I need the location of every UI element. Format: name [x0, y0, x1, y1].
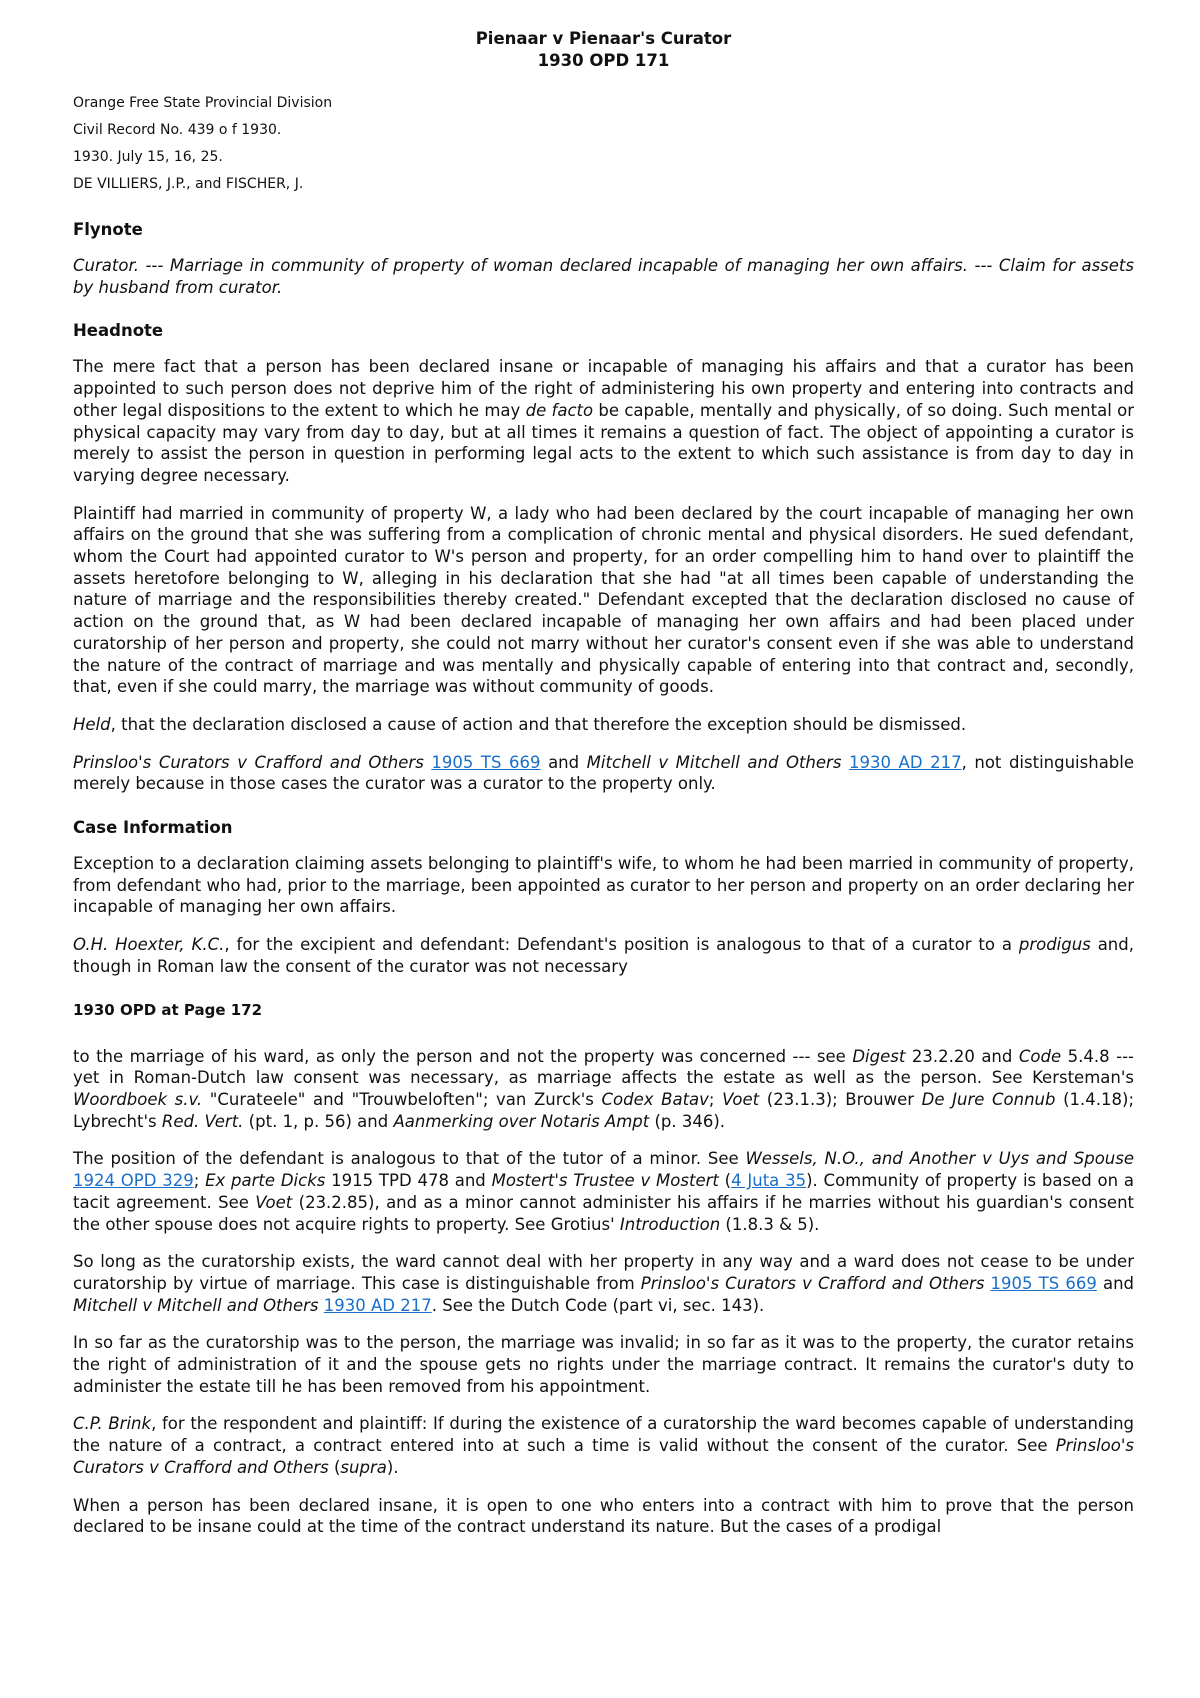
- citation-link[interactable]: 1905 TS 669: [990, 1273, 1097, 1293]
- flynote-text: Curator. --- Marriage in community of property of woman declared incapable of managing her own affairs. --- Claim for assets by husband from curator.: [73, 256, 1134, 297]
- citation-link[interactable]: 1930 AD 217: [848, 752, 962, 772]
- page-marker: 1930 OPD at Page 172: [73, 1000, 263, 1019]
- citation-link[interactable]: 1924 OPD 329: [73, 1171, 194, 1191]
- body-paragraph-3: So long as the curatorship exists, the ward cannot deal with her property in any way and a ward does not cease to be under curatorship by virtue of marriage. This case is distinguishable from Prinsloo's Curators v Crafford and Others 1905 TS 669 and Mitchell v Mitchell and Others 1930 AD 217. See the Dutch Code (part vi, sec. 143).: [73, 1252, 1135, 1315]
- headnote-paragraph-1: The mere fact that a person has been declared insane or incapable of managing his affairs and that a curator has been appointed to such person does not deprive him of the right of administering his own property and entering into contracts and other legal dispositions to the extent to which he may de facto be capable, mentally and physically, of so doing. Such mental or physical capacity may vary from day to day, but at all times it remains a question of fact. The object of appointing a curator is merely to assist the person in question in performing legal acts to the extent to which such assistance is from day to day in varying degree necessary.: [73, 357, 1134, 485]
- body-paragraph-1: to the marriage of his ward, as only the person and not the property was concerned --- see Digest 23.2.20 and Code 5.4.8 --- yet in Roman-Dutch law consent was necessary, as marriage affects the estate as well as the person. See Kersteman's Woordboek s.v. "Curateele" and "Trouwbeloften"; van Zurck's Codex Batav; Voet (23.1.3); Brouwer De Jure Connub (1.4.18); Lybrecht's Red. Vert. (pt. 1, p. 56) and Aanmerking over Notaris Ampt (p. 346).: [73, 1046, 1135, 1131]
- headnote-heading: Headnote: [73, 321, 164, 341]
- case-information-heading: Case Information: [73, 818, 233, 838]
- court-name: Orange Free State Provincial Division: [73, 95, 333, 111]
- case-title-block: [73, 28, 1134, 72]
- headnote-section: [73, 320, 1134, 795]
- case-information-paragraph-2: O.H. Hoexter, K.C., for the excipient and defendant: Defendant's position is analogous to that of a curator to a prodigus and, though in Roman law the consent of the curator was not necessary: [73, 935, 1134, 976]
- case-information-section: [73, 817, 1134, 978]
- case-meta: [73, 90, 1134, 198]
- case-title: Pienaar v Pienaar's Curator: [475, 29, 732, 48]
- headnote-paragraph-2: Plaintiff had married in community of property W, a lady who had been declared by the court incapable of managing her own affairs on the ground that she was suffering from a complication of chronic mental and physical disorders. He sued defendant, whom the Court had appointed curator to W's person and property, for an order compelling him to hand over to plaintiff the assets heretofore belonging to W, alleging in his declaration that she had "at all times been capable of understanding the nature of marriage and the responsibilities thereby created." Defendant excepted that the declaration disclosed no cause of action on the ground that, as W had been declared incapable of managing her own affairs and had been placed under curatorship of her person and property, she could not marry without her curator's consent even if she was able to understand the nature of the contract of marriage and was mentally and physically capable of entering into that contract and, secondly, that, even if she could marry, the marriage was without community of goods.: [73, 503, 1134, 697]
- judgment-body: [73, 1046, 1134, 1538]
- headnote-held: Held, that the declaration disclosed a cause of action and that therefore the exception should be dismissed.: [73, 714, 967, 734]
- judges: DE VILLIERS, J.P., and FISCHER, J.: [73, 176, 304, 192]
- case-citation: 1930 OPD 171: [537, 51, 670, 70]
- civil-record: Civil Record No. 439 o f 1930.: [73, 122, 282, 138]
- headnote-paragraph-4: Prinsloo's Curators v Crafford and Others 1905 TS 669 and Mitchell v Mitchell and Others 1930 AD 217, not distinguishable merely because in those cases the curator was a curator to the property only.: [73, 752, 1135, 794]
- citation-link[interactable]: 1930 AD 217: [323, 1295, 432, 1315]
- citation-link[interactable]: 1905 TS 669: [431, 752, 541, 772]
- flynote-section: [73, 219, 1134, 298]
- flynote-heading: Flynote: [73, 220, 143, 239]
- body-paragraph-2: The position of the defendant is analogous to that of the tutor of a minor. See Wessels, N.O., and Another v Uys and Spouse 1924 OPD 329; Ex parte Dicks 1915 TPD 478 and Mostert's Trustee v Mostert (4 Juta 35). Community of property is based on a tacit agreement. See Voet (23.2.85), and as a minor cannot administer his affairs if he marries without his guardian's consent the other spouse does not acquire rights to property. See Grotius' Introduction (1.8.3 & 5).: [73, 1149, 1134, 1234]
- hearing-dates: 1930. July 15, 16, 25.: [73, 149, 223, 165]
- body-paragraph-5: C.P. Brink, for the respondent and plaintiff: If during the existence of a curatorship the ward becomes capable of understanding the nature of a contract, a contract entered into at such a time is valid without the consent of the curator. See Prinsloo's Curators v Crafford and Others (supra).: [73, 1414, 1135, 1477]
- body-paragraph-6: When a person has been declared insane, it is open to one who enters into a contract with him to prove that the person declared to be insane could at the time of the contract understand its nature. But the cases of a prodigal: [73, 1495, 1134, 1537]
- body-paragraph-4: In so far as the curatorship was to the person, the marriage was invalid; in so far as it was to the property, the curator retains the right of administration of it and the spouse gets no rights under the marriage contract. It remains the curator's duty to administer the estate till he has been removed from his appointment.: [73, 1333, 1134, 1396]
- citation-link[interactable]: 4 Juta 35: [731, 1171, 807, 1191]
- case-information-paragraph-1: Exception to a declaration claiming assets belonging to plaintiff's wife, to whom he had been married in community of property, from defendant who had, prior to the marriage, been appointed as curator to her person and property on an order declaring her incapable of managing her own affairs.: [73, 854, 1134, 917]
